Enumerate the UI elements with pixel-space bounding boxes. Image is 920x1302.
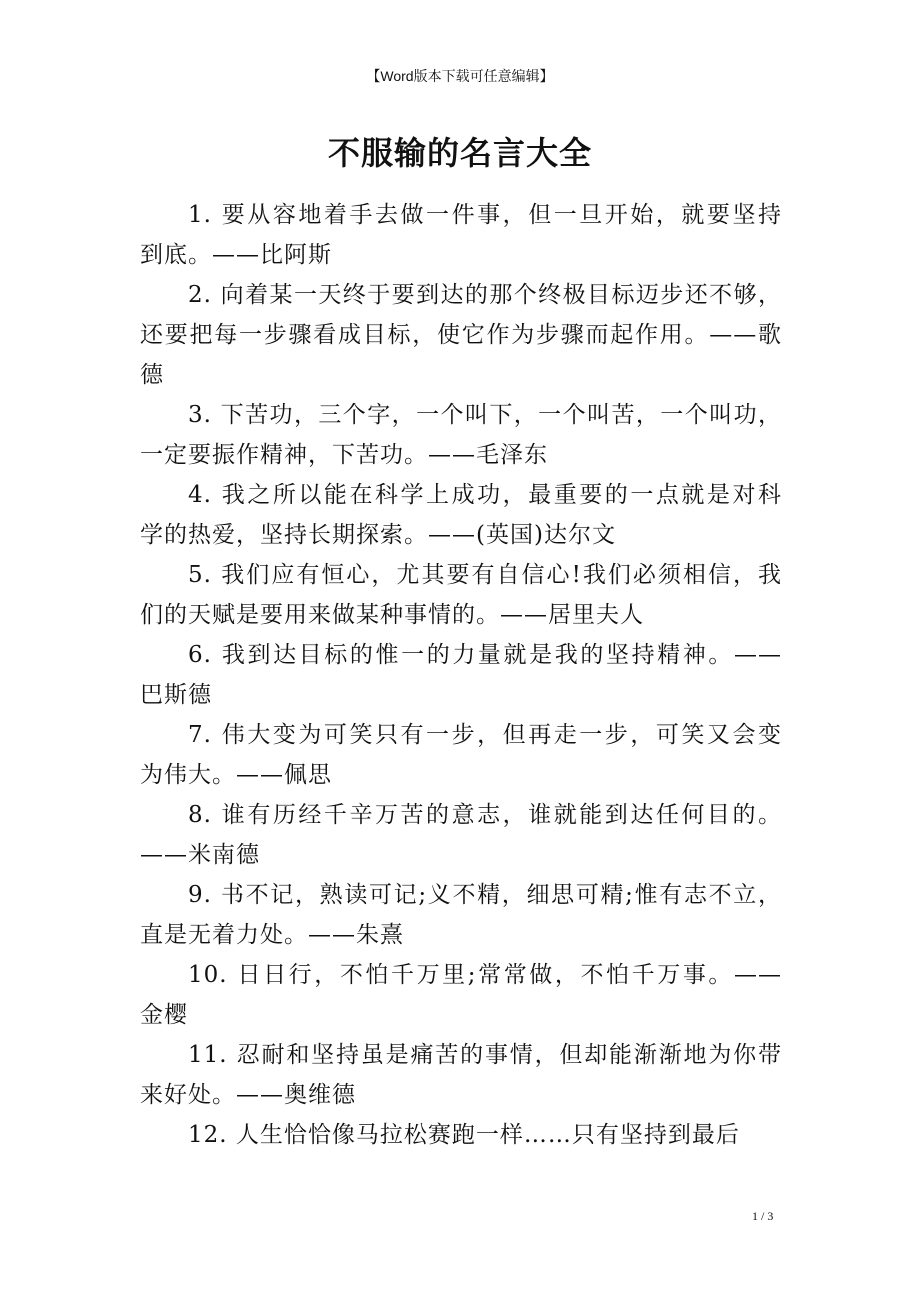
quote-line: 德	[140, 362, 164, 388]
quote-item	[140, 275, 782, 395]
quote-line: 学的热爱，坚持长期探索。——(英国)达尔文	[140, 522, 616, 548]
quote-line: 为伟大。——佩思	[140, 762, 332, 788]
quote-item	[140, 1035, 782, 1115]
document-header: 【Word版本下载可任意编辑】	[366, 68, 554, 84]
quote-line: 5. 我们应有恒心，尤其要有自信心!我们必须相信，我	[188, 562, 782, 588]
quote-item	[140, 715, 782, 795]
quote-line: 6. 我到达目标的惟一的力量就是我的坚持精神。——	[188, 642, 782, 668]
quote-line: 到底。——比阿斯	[140, 242, 332, 268]
quote-item	[140, 475, 782, 555]
quote-item	[140, 555, 782, 635]
page-title: 不服输的名言大全	[327, 134, 592, 172]
quote-item	[140, 1115, 782, 1155]
quote-line: 12. 人生恰恰像马拉松赛跑一样……只有坚持到最后	[188, 1122, 740, 1148]
quote-item	[140, 195, 782, 275]
quote-line: 2. 向着某一天终于要到达的那个终极目标迈步还不够，	[188, 282, 782, 308]
quote-line: 10. 日日行，不怕千万里;常常做，不怕千万事。——	[188, 962, 782, 988]
quote-item	[140, 635, 782, 715]
quote-line: 们的天赋是要用来做某种事情的。——居里夫人	[140, 602, 644, 628]
quote-item	[140, 795, 782, 875]
quote-item	[140, 395, 782, 475]
quote-item	[140, 875, 782, 955]
quote-line: 8. 谁有历经千辛万苦的意志，谁就能到达任何目的。	[188, 802, 782, 828]
quote-line: 一定要振作精神，下苦功。——毛泽东	[140, 442, 548, 468]
quote-line: 4. 我之所以能在科学上成功，最重要的一点就是对科	[188, 482, 782, 508]
quote-line: 7. 伟大变为可笑只有一步，但再走一步，可笑又会变	[188, 722, 782, 748]
quote-item	[140, 955, 782, 1035]
quote-line: 还要把每一步骤看成目标，使它作为步骤而起作用。——歌	[140, 322, 782, 348]
page-number: 1 / 3	[752, 1209, 774, 1223]
quote-line: ——米南德	[140, 842, 260, 868]
quote-line: 金樱	[140, 1002, 188, 1028]
quote-line: 来好处。——奥维德	[140, 1082, 356, 1108]
quote-line: 3. 下苦功，三个字，一个叫下，一个叫苦，一个叫功，	[188, 402, 782, 428]
quote-line: 1. 要从容地着手去做一件事，但一旦开始，就要坚持	[188, 202, 782, 228]
quote-line: 直是无着力处。——朱熹	[140, 922, 404, 948]
quote-line: 11. 忍耐和坚持虽是痛苦的事情，但却能渐渐地为你带	[188, 1042, 782, 1068]
quote-list	[140, 195, 782, 1155]
quote-line: 巴斯德	[140, 682, 212, 708]
quote-line: 9. 书不记，熟读可记;义不精，细思可精;惟有志不立，	[188, 882, 782, 908]
